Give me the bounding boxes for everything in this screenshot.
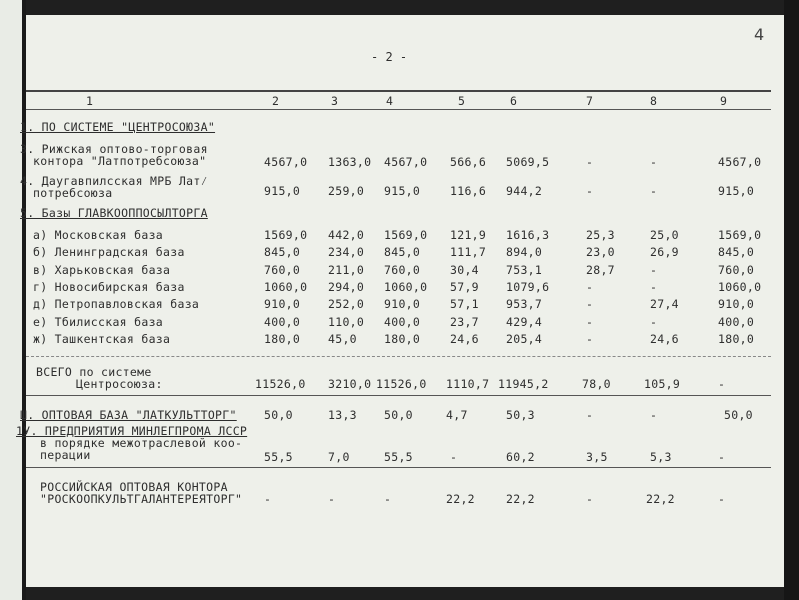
- row-label: "РОСКООПКУЛЬТГАЛАНТЕРЕЯТОРГ": [40, 492, 243, 506]
- cell: 11945,2: [498, 377, 549, 391]
- cell: 30,4: [450, 263, 479, 277]
- cell: 294,0: [328, 280, 365, 294]
- cell: 1060,0: [718, 280, 762, 294]
- base-row-label: д) Петропавловская база: [33, 297, 200, 311]
- cell: -: [264, 492, 272, 506]
- cell: 845,0: [384, 245, 421, 259]
- cell: 760,0: [384, 263, 421, 277]
- cell: 1060,0: [264, 280, 308, 294]
- cell: 50,0: [724, 408, 753, 422]
- cell: -: [718, 377, 726, 391]
- cell: 45,0: [328, 332, 357, 346]
- cell: 845,0: [718, 245, 755, 259]
- cell: 429,4: [506, 315, 543, 329]
- cell: 915,0: [718, 184, 755, 198]
- cell: 5,3: [650, 450, 672, 464]
- total-label: ВСЕГО по системе: [36, 365, 152, 379]
- handwritten-page-number: 4: [754, 25, 765, 44]
- cell: 180,0: [718, 332, 755, 346]
- cell: 50,0: [264, 408, 293, 422]
- cell: 910,0: [264, 297, 301, 311]
- section-centrosoyuz: 1. ПО СИСТЕМЕ "ЦЕНТРОСОЮЗА": [20, 120, 216, 134]
- cell: 259,0: [328, 184, 365, 198]
- cell: 180,0: [384, 332, 421, 346]
- cell: 1569,0: [384, 228, 428, 242]
- total-bottom-rule: [26, 395, 771, 396]
- row-label: 4. Даугавпилсская МРБ Лат⁄: [20, 174, 208, 188]
- cell: 27,4: [650, 297, 679, 311]
- cell: 1363,0: [328, 155, 372, 169]
- cell: 845,0: [264, 245, 301, 259]
- col-header-7: 7: [586, 94, 594, 108]
- cell: 1079,6: [506, 280, 550, 294]
- cell: 4567,0: [264, 155, 308, 169]
- cell: 1569,0: [264, 228, 308, 242]
- cell: 22,2: [506, 492, 535, 506]
- cell: 57,9: [450, 280, 479, 294]
- cell: 211,0: [328, 263, 365, 277]
- cell: -: [328, 492, 336, 506]
- base-row-label: е) Тбилисская база: [33, 315, 164, 329]
- cell: 78,0: [582, 377, 611, 391]
- cell: -: [650, 263, 658, 277]
- col-header-9: 9: [720, 94, 728, 108]
- cell: 894,0: [506, 245, 543, 259]
- cell: 753,1: [506, 263, 543, 277]
- cell: 400,0: [718, 315, 755, 329]
- cell: 760,0: [264, 263, 301, 277]
- cell: 915,0: [384, 184, 421, 198]
- header-top-rule: [26, 90, 771, 92]
- cell: 22,2: [646, 492, 675, 506]
- cell: 11526,0: [255, 377, 306, 391]
- col-header-2: 2: [272, 94, 280, 108]
- base-row-label: б) Ленинградская база: [33, 245, 185, 259]
- cell: 4567,0: [384, 155, 428, 169]
- cell: 105,9: [644, 377, 681, 391]
- cell: -: [650, 280, 658, 294]
- cell: -: [586, 315, 594, 329]
- cell: 25,0: [650, 228, 679, 242]
- total-label: Центросоюза:: [76, 377, 163, 391]
- row-label: РОССИЙСКАЯ ОПТОВАЯ КОНТОРА: [40, 480, 228, 494]
- cell: 1060,0: [384, 280, 428, 294]
- cell: 110,0: [328, 315, 365, 329]
- cell: -: [586, 332, 594, 346]
- section-minlegprom-line3: перации: [40, 448, 91, 462]
- cell: -: [650, 155, 658, 169]
- cell: 121,9: [450, 228, 487, 242]
- section-minlegprom: 1У. ПРЕДПРИЯТИЯ МИНЛЕГПРОМА ЛССР: [16, 424, 248, 438]
- section-latkulttorg: Ш. ОПТОВАЯ БАЗА "ЛАТКУЛЬТТОРГ": [20, 408, 237, 422]
- cell: 1110,7: [446, 377, 490, 391]
- cell: 24,6: [450, 332, 479, 346]
- row-label: контора "Латпотребсоюза": [33, 154, 207, 168]
- cell: -: [650, 408, 658, 422]
- cell: 28,7: [586, 263, 615, 277]
- cell: 760,0: [718, 263, 755, 277]
- cell: 50,0: [384, 408, 413, 422]
- cell: 400,0: [264, 315, 301, 329]
- base-row-label: ж) Ташкентская база: [33, 332, 171, 346]
- section-glavkoop-bases: 5. Базы ГЛАВКООППОСЫЛТОРГА: [20, 206, 208, 220]
- base-row-label: в) Харьковская база: [33, 263, 171, 277]
- cell: 7,0: [328, 450, 350, 464]
- cell: -: [650, 184, 658, 198]
- cell: 26,9: [650, 245, 679, 259]
- cell: -: [586, 184, 594, 198]
- base-row-label: а) Московская база: [33, 228, 164, 242]
- base-row-label: г) Новосибирская база: [33, 280, 185, 294]
- col-header-1: 1: [86, 94, 94, 108]
- cell: 23,0: [586, 245, 615, 259]
- cell: 910,0: [384, 297, 421, 311]
- cell: 1616,3: [506, 228, 550, 242]
- left-page-edge: [0, 0, 22, 600]
- cell: -: [384, 492, 392, 506]
- cell: -: [586, 280, 594, 294]
- cell: 116,6: [450, 184, 487, 198]
- cell: 13,3: [328, 408, 357, 422]
- col-header-8: 8: [650, 94, 658, 108]
- col-header-6: 6: [510, 94, 518, 108]
- cell: -: [650, 315, 658, 329]
- cell: 915,0: [264, 184, 301, 198]
- cell: 55,5: [384, 450, 413, 464]
- row-label: 3. Рижская оптово-торговая: [20, 142, 208, 156]
- cell: -: [718, 492, 726, 506]
- cell: 24,6: [650, 332, 679, 346]
- cell: 57,1: [450, 297, 479, 311]
- cell: 944,2: [506, 184, 543, 198]
- cell: 234,0: [328, 245, 365, 259]
- cell: 60,2: [506, 450, 535, 464]
- col-header-3: 3: [331, 94, 339, 108]
- cell: 1569,0: [718, 228, 762, 242]
- cell: 50,3: [506, 408, 535, 422]
- cell: 180,0: [264, 332, 301, 346]
- total-top-rule: [26, 356, 771, 357]
- cell: 11526,0: [376, 377, 427, 391]
- cell: 25,3: [586, 228, 615, 242]
- cell: 55,5: [264, 450, 293, 464]
- cell: -: [586, 408, 594, 422]
- minleg-bottom-rule: [26, 467, 771, 468]
- cell: 566,6: [450, 155, 487, 169]
- cell: 23,7: [450, 315, 479, 329]
- right-dark-band: [784, 0, 799, 600]
- cell: 111,7: [450, 245, 487, 259]
- cell: 3210,0: [328, 377, 372, 391]
- cell: -: [586, 297, 594, 311]
- section-minlegprom-line2: в порядке межотраслевой коо-: [40, 436, 243, 450]
- cell: 953,7: [506, 297, 543, 311]
- col-header-4: 4: [386, 94, 394, 108]
- cell: 4567,0: [718, 155, 762, 169]
- cell: -: [450, 450, 458, 464]
- cell: 3,5: [586, 450, 608, 464]
- cell: 22,2: [446, 492, 475, 506]
- cell: -: [586, 155, 594, 169]
- cell: 400,0: [384, 315, 421, 329]
- document-page: [16, 15, 784, 587]
- cell: 4,7: [446, 408, 468, 422]
- cell: 910,0: [718, 297, 755, 311]
- header-bottom-rule: [26, 109, 771, 110]
- cell: 5069,5: [506, 155, 550, 169]
- cell: -: [718, 450, 726, 464]
- row-label: потребсоюза: [33, 186, 113, 200]
- cell: -: [586, 492, 594, 506]
- col-header-5: 5: [458, 94, 466, 108]
- cell: 442,0: [328, 228, 365, 242]
- cell: 252,0: [328, 297, 365, 311]
- page-number: - 2 -: [371, 50, 408, 64]
- cell: 205,4: [506, 332, 543, 346]
